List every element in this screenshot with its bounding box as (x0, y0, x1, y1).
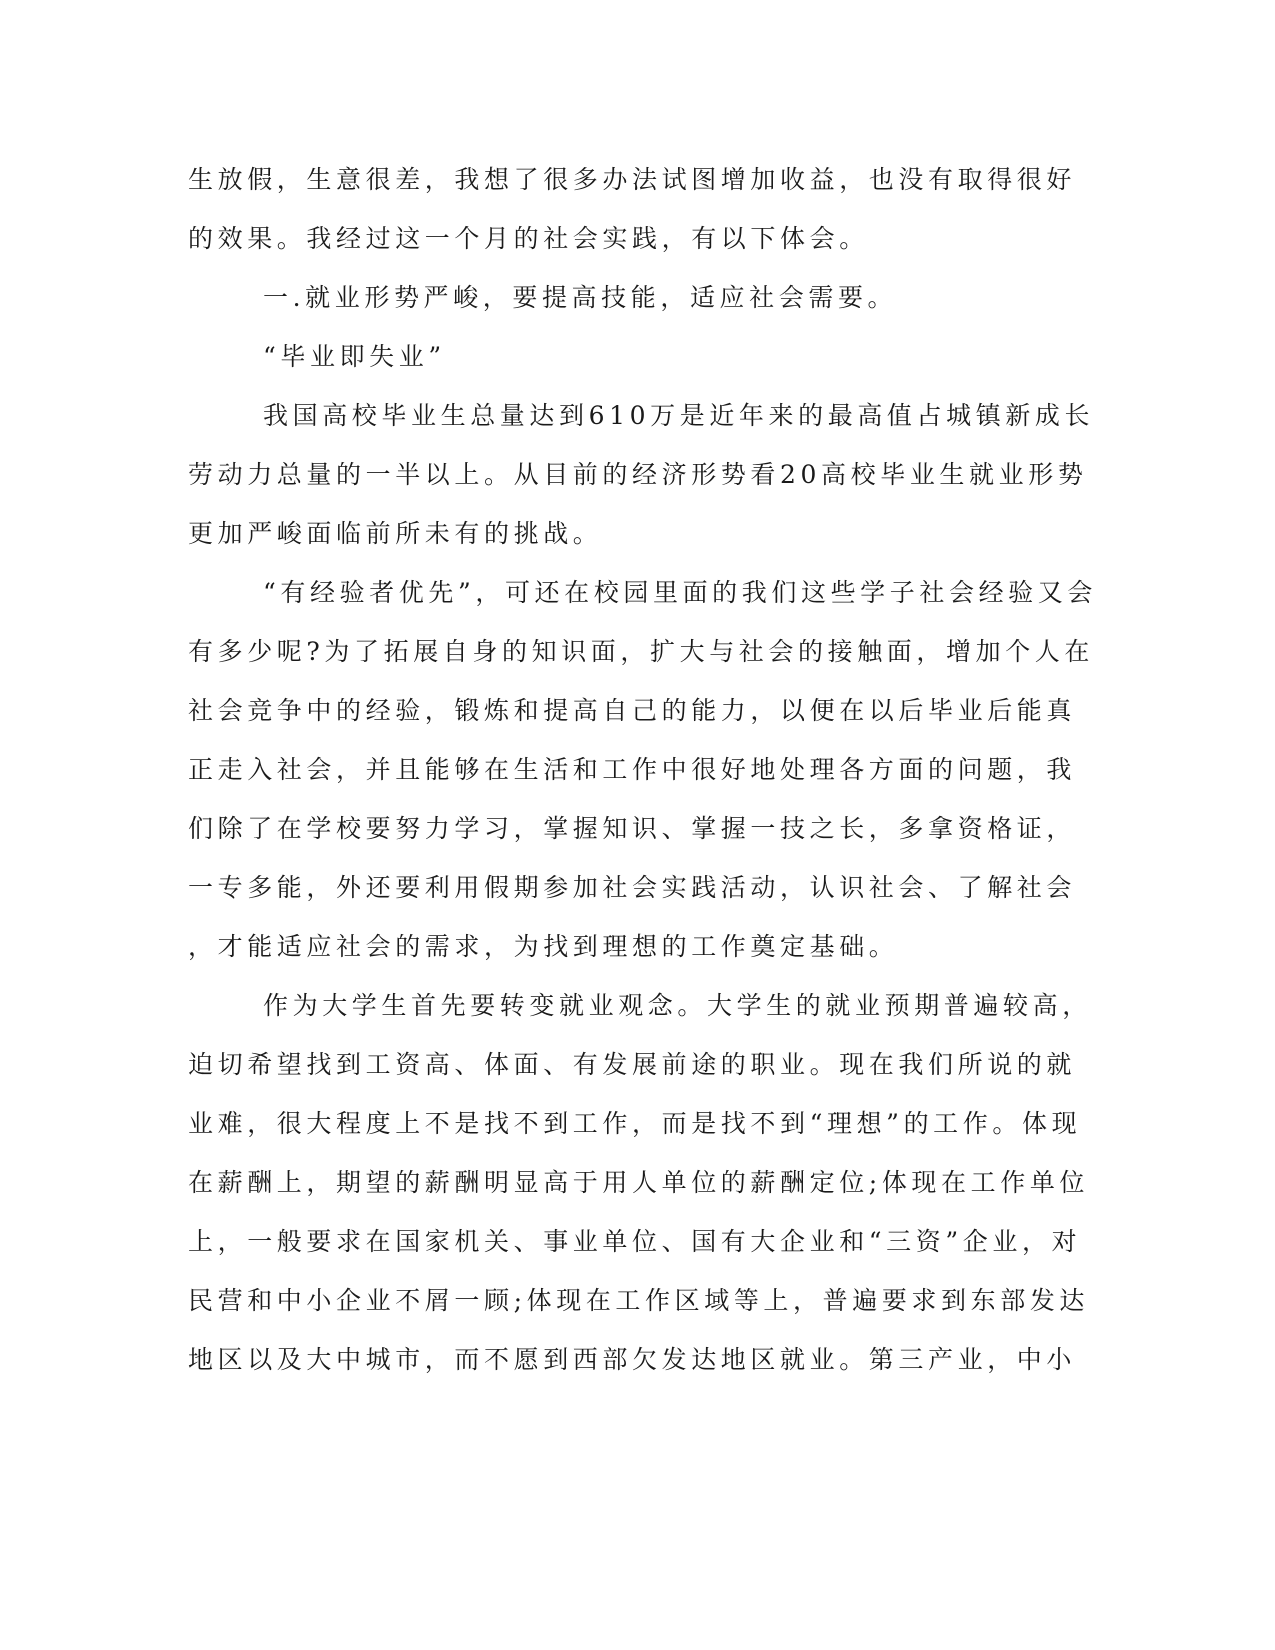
text-line: 有多少呢?为了拓展自身的知识面，扩大与社会的接触面，增加个人在 (188, 637, 1095, 666)
text-line: 正走入社会，并且能够在生活和工作中很好地处理各方面的问题，我 (188, 755, 1077, 784)
text-line: 业难，很大程度上不是找不到工作，而是找不到“理想”的工作。体现 (188, 1109, 1082, 1138)
text-line: 生放假，生意很差，我想了很多办法试图增加收益，也没有取得很好 (188, 165, 1077, 194)
quote-line: “毕业即失业” (263, 342, 446, 371)
text-line: 迫切希望找到工资高、体面、有发展前途的职业。现在我们所说的就 (188, 1050, 1077, 1079)
text-line: ，才能适应社会的需求，为找到理想的工作奠定基础。 (188, 932, 899, 961)
text-line: 们除了在学校要努力学习，掌握知识、掌握一技之长，多拿资格证， (188, 814, 1077, 843)
text-line: 民营和中小企业不屑一顾;体现在工作区域等上，普遍要求到东部发达 (188, 1286, 1090, 1315)
text-line: 的效果。我经过这一个月的社会实践，有以下体会。 (188, 224, 869, 253)
text-line: 劳动力总量的一半以上。从目前的经济形势看20高校毕业生就业形势 (188, 460, 1088, 489)
text-line: 更加严峻面临前所未有的挑战。 (188, 519, 603, 548)
text-line: 社会竞争中的经验，锻炼和提高自己的能力，以便在以后毕业后能真 (188, 696, 1077, 725)
section-heading: 一.就业形势严峻，要提高技能，适应社会需要。 (263, 283, 898, 312)
text-line: 上，一般要求在国家机关、事业单位、国有大企业和“三资”企业，对 (188, 1227, 1082, 1256)
text-line: 我国高校毕业生总量达到610万是近年来的最高值占城镇新成长 (263, 401, 1095, 430)
text-line: “有经验者优先”，可还在校园里面的我们这些学子社会经验又会 (263, 578, 1097, 607)
text-line: 地区以及大中城市，而不愿到西部欠发达地区就业。第三产业，中小 (188, 1345, 1077, 1374)
text-line: 在薪酬上，期望的薪酬明显高于用人单位的薪酬定位;体现在工作单位 (188, 1168, 1090, 1197)
text-line: 一专多能，外还要利用假期参加社会实践活动，认识社会、了解社会 (188, 873, 1077, 902)
text-line: 作为大学生首先要转变就业观念。大学生的就业预期普遍较高， (263, 991, 1092, 1020)
